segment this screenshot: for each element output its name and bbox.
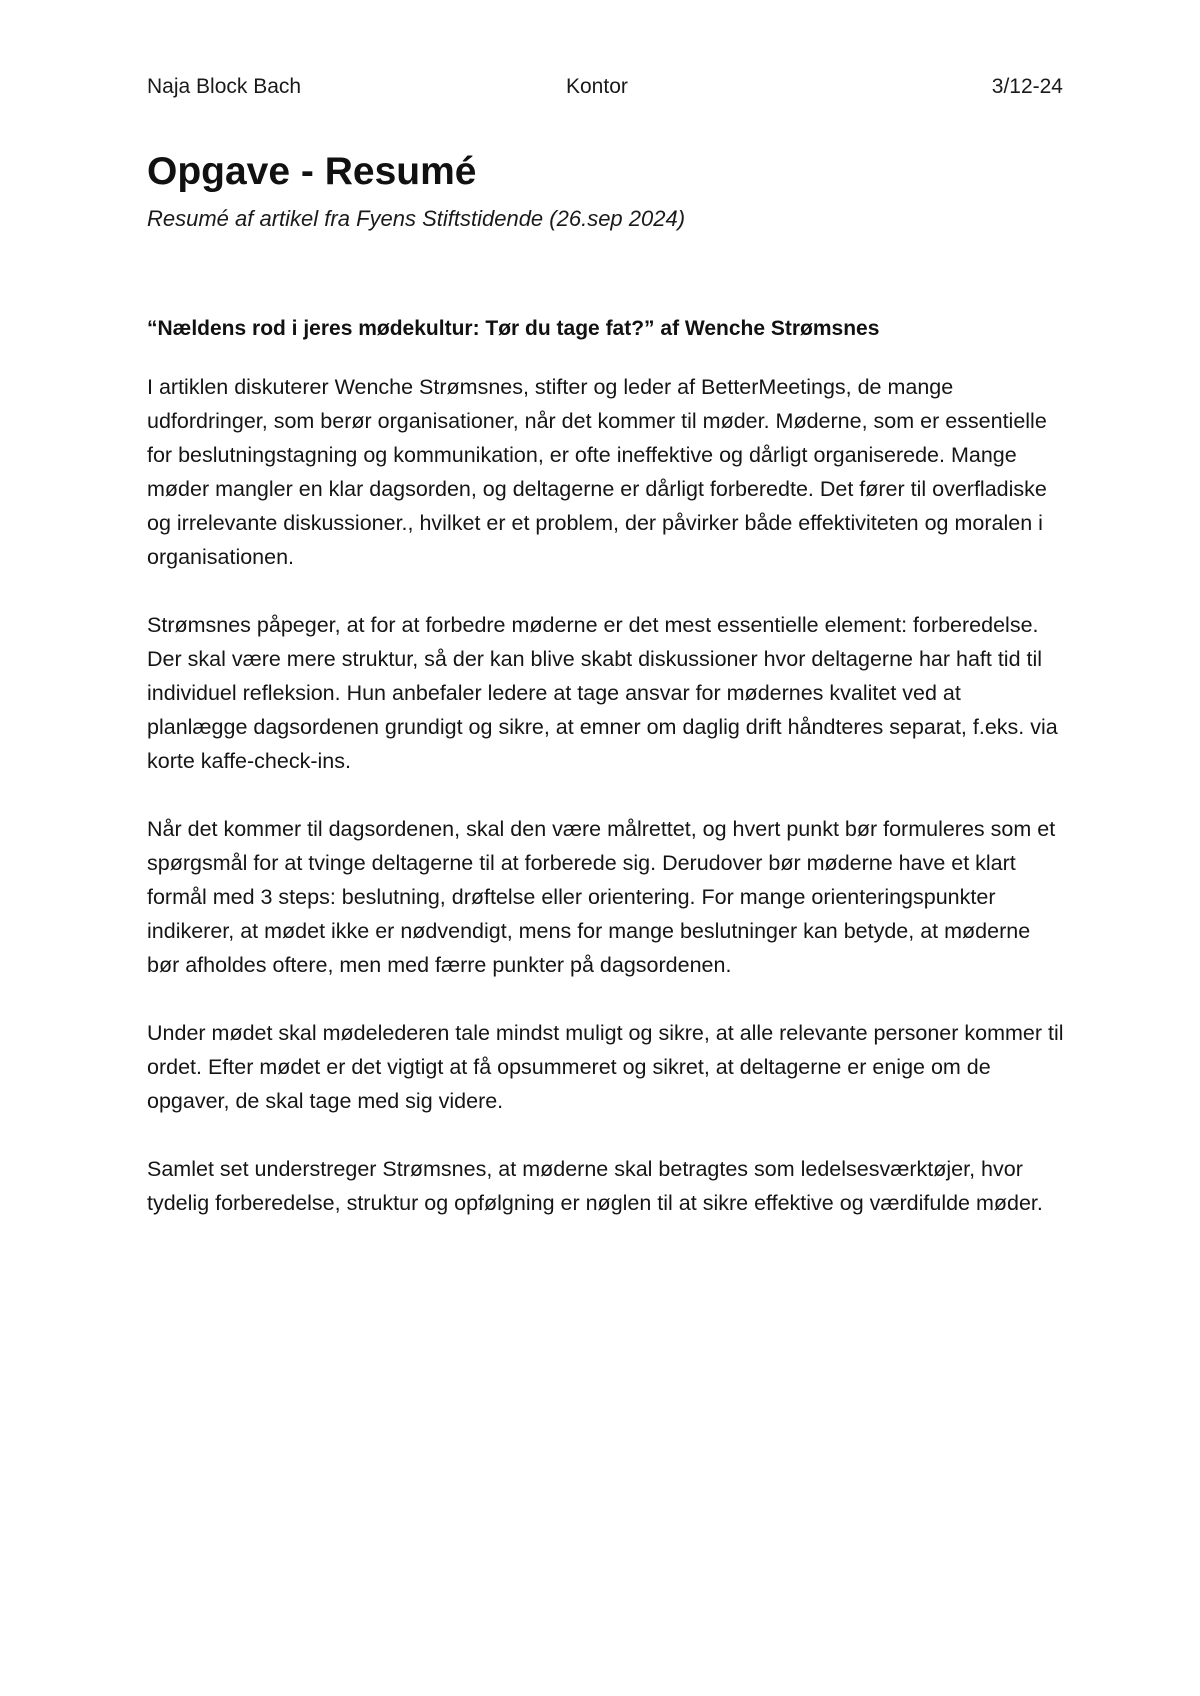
- header-date: 3/12-24: [991, 75, 1063, 98]
- body-paragraph-5: Samlet set understreger Strømsnes, at møderne skal betragtes som ledelsesværktøjer, hvor tydelig forberedelse, struktur og opfølgning er nøglen til at sikre effektive og værdifulde møder.: [147, 1157, 1043, 1215]
- document-title: Opgave - Resumé: [147, 150, 477, 193]
- header-location: Kontor: [566, 75, 628, 98]
- body-paragraph-3: Når det kommer til dagsordenen, skal den være målrettet, og hvert punkt bør formuleres som et spørgsmål for at tvinge deltagerne til at forberede sig. Derudover bør møderne have et klart formål med 3 steps: beslutning, drøftelse eller orientering. For mange orienteringspunkter indikerer, at mødet ikke er nødvendigt, mens for mange beslutninger kan betyde, at møderne bør afholdes oftere, men med færre punkter på dagsordenen.: [147, 817, 1056, 977]
- body-paragraph-1: I artiklen diskuterer Wenche Strømsnes, stifter og leder af BetterMeetings, de mange udfordringer, som berør organisationer, når det kommer til møder. Møderne, som er essentielle for beslutningstagning og kommunikation, er ofte ineffektive og dårligt organiserede. Mange møder mangler en klar dagsorden, og deltagerne er dårligt forberedte. Det fører til overfladiske og irrelevante diskussioner., hvilket er et problem, der påvirker både effektiviteten og moralen i organisationen.: [147, 375, 1047, 569]
- body-paragraph-2: Strømsnes påpeger, at for at forbedre møderne er det mest essentielle element: forberedelse. Der skal være mere struktur, så der kan blive skabt diskussioner hvor deltagerne har haft tid til individuel refleksion. Hun anbefaler ledere at tage ansvar for mødernes kvalitet ved at planlægge dagsordenen grundigt og sikre, at emner om daglig drift håndteres separat, f.eks. via korte kaffe-check-ins.: [147, 613, 1058, 773]
- article-heading: “Nældens rod i jeres mødekultur: Tør du tage fat?” af Wenche Strømsnes: [147, 317, 880, 340]
- body-paragraph-4: Under mødet skal mødelederen tale mindst muligt og sikre, at alle relevante personer kommer til ordet. Efter mødet er det vigtigt at få opsummeret og sikret, at deltagerne er enige om de opgaver, de skal tage med sig videre.: [147, 1021, 1064, 1113]
- document-body: [147, 370, 1065, 1254]
- document-subtitle: Resumé af artikel fra Fyens Stiftstidende (26.sep 2024): [147, 206, 686, 231]
- header-author: Naja Block Bach: [147, 75, 302, 98]
- page-header: [147, 73, 1063, 101]
